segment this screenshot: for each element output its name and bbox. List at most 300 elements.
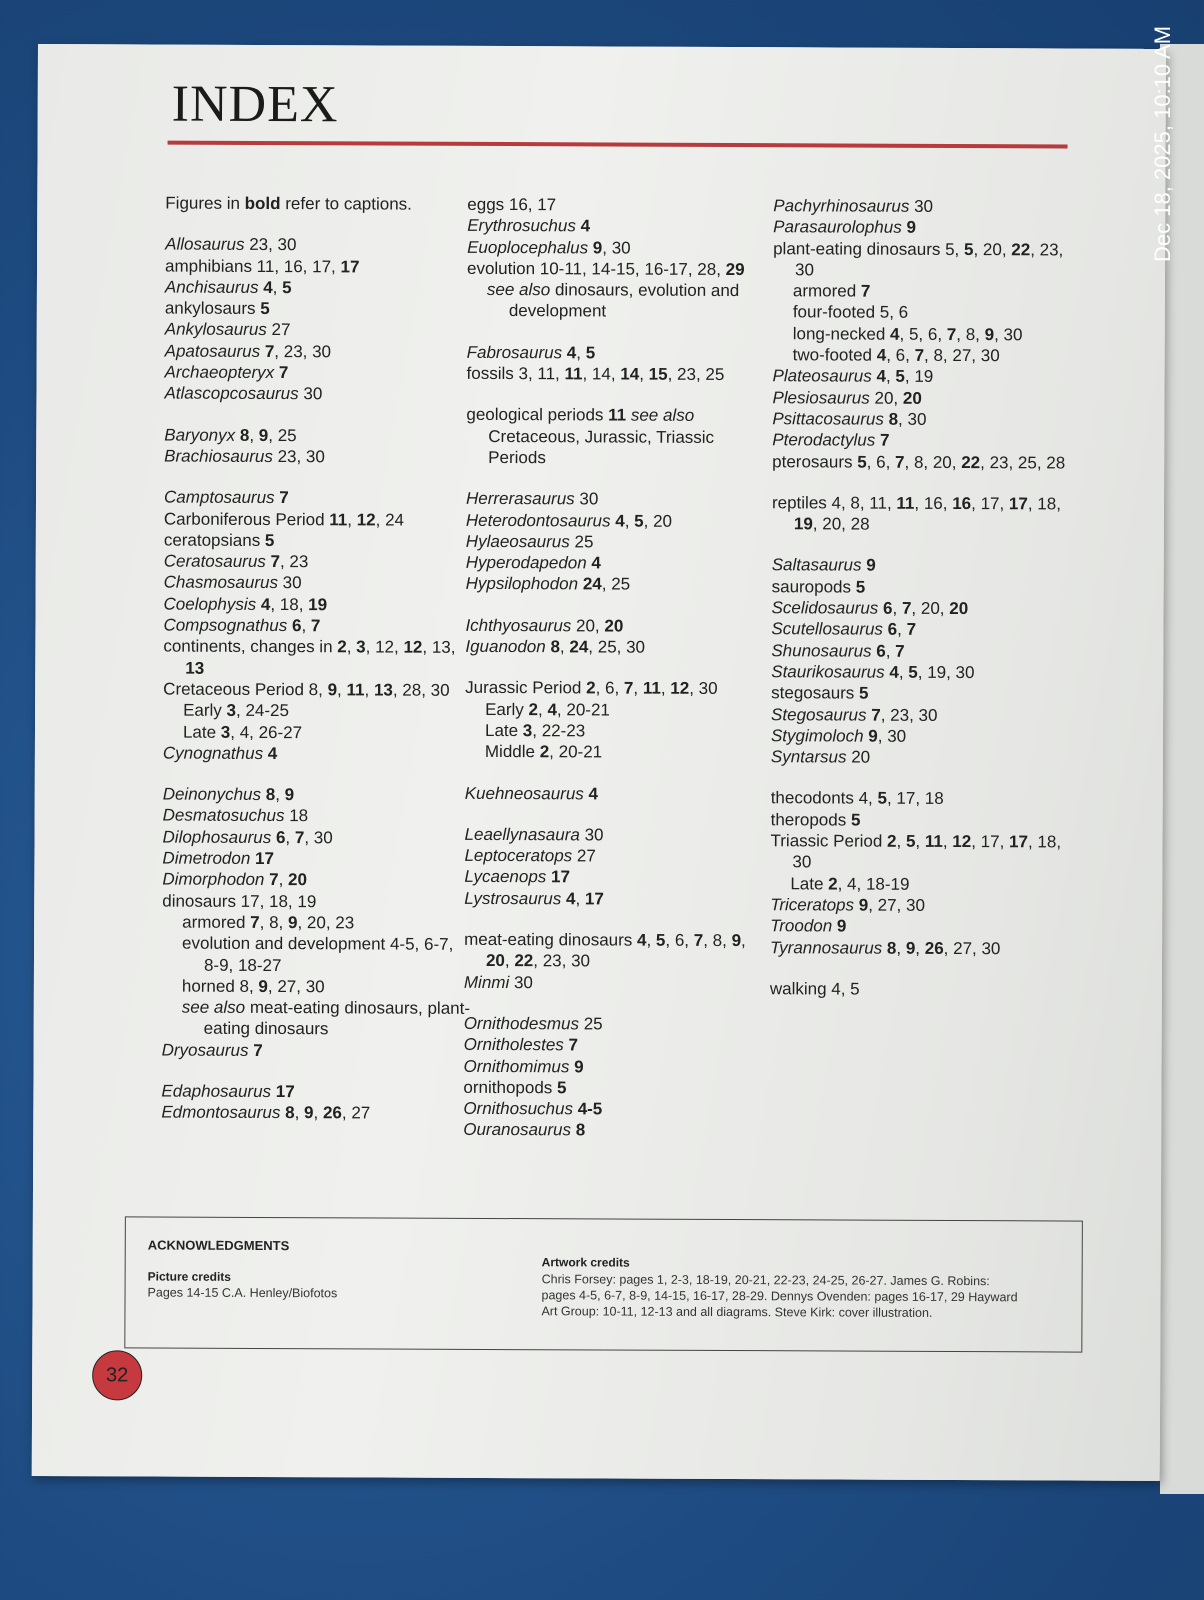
entry-text: , 16,	[914, 493, 953, 513]
page-ref-bold: 2	[539, 742, 550, 762]
index-entry	[771, 788, 1081, 811]
index-entry	[771, 661, 1081, 684]
page-ref-bold: 9	[287, 913, 298, 933]
entry-text: Late	[790, 873, 829, 894]
page-ref-bold: 11	[924, 831, 943, 851]
entry-text: reptiles 4, 8, 11,	[771, 493, 897, 513]
letter-group-gap	[465, 762, 775, 783]
page-ref-bold: 4	[890, 324, 900, 344]
index-subentry	[465, 741, 775, 764]
page-ref-bold: 5	[634, 511, 644, 531]
page-ref-bold: 8	[888, 409, 899, 429]
index-entry	[165, 255, 475, 278]
page-ref-bold: 7	[901, 598, 912, 618]
entry-text: 27	[266, 320, 291, 340]
entry-text: amphibians 11, 16, 17,	[164, 256, 341, 276]
page-ref-bold: 13	[185, 658, 205, 678]
index-entry	[163, 742, 473, 765]
page-ref-bold: 5	[857, 452, 867, 472]
entry-text: , 4, 18-19	[837, 874, 910, 894]
entry-text: , 8,	[703, 930, 732, 951]
index-entry	[165, 319, 475, 342]
page-ref-bold: 6	[876, 641, 886, 661]
entry-term-italic: Pterodactylus	[772, 430, 876, 450]
page-ref-bold: 9	[905, 938, 916, 958]
entry-text: , 6,	[886, 345, 915, 365]
page-ref-bold: 16	[952, 493, 972, 513]
bold-captions-note	[165, 193, 475, 216]
entry-term-italic: Dilophosaurus	[162, 827, 272, 847]
index-subentry	[773, 302, 1083, 325]
entry-text: 30	[909, 196, 934, 216]
index-entry	[770, 937, 1080, 960]
page-ref-bold: 7	[253, 1040, 263, 1060]
entry-text: eggs 16, 17	[467, 194, 557, 215]
entry-text: 23, 30	[272, 446, 325, 467]
index-entry	[162, 890, 472, 913]
entry-term-italic: Ornitholestes	[463, 1035, 564, 1055]
letter-group-gap	[772, 472, 1082, 493]
index-entry	[163, 615, 473, 638]
entry-text: , 20, 23	[297, 913, 355, 933]
entry-term-italic: Shunosaurus	[771, 640, 872, 661]
page-ref-bold: 11	[346, 680, 365, 700]
page-ref-bold: 9	[984, 324, 995, 344]
entry-text: ,	[660, 679, 671, 699]
index-entry	[467, 363, 777, 386]
page-ref-bold: 2	[887, 831, 897, 851]
entry-text: ,	[575, 889, 585, 909]
entry-text: 23, 30	[244, 235, 297, 255]
entry-term-italic: Leaellynasaura	[464, 824, 580, 845]
entry-text: evolution 10-11, 14-15, 16-17, 28,	[466, 258, 726, 279]
entry-term-italic: Scutellosaurus	[771, 619, 884, 640]
entry-text: , 14,	[582, 364, 621, 384]
page-ref-bold: 9	[868, 726, 878, 746]
entry-text: , 18, 30	[792, 832, 1062, 872]
entry-text: , 27, 30	[943, 938, 1001, 958]
page-ref-bold: 4	[591, 553, 601, 573]
entry-text: , 24	[375, 510, 405, 530]
entry-term-italic: Ornithosuchus	[463, 1098, 574, 1119]
entry-text: ceratopsians	[163, 530, 266, 550]
page-ref-bold: 4	[876, 345, 887, 365]
page-ref-bold: 12	[952, 832, 972, 852]
page-ref-bold: 9	[284, 785, 295, 805]
index-entry	[164, 529, 474, 552]
page-ref-bold: 17	[584, 889, 604, 909]
entry-text: geological periods	[466, 405, 609, 425]
page-ref-bold: 3	[220, 722, 231, 742]
entry-text: , 23, 30	[794, 239, 1064, 280]
page-ref-bold: 14	[620, 364, 640, 384]
page-ref-bold: 17	[1008, 494, 1028, 514]
entry-term-italic: Scelidosaurus	[771, 598, 879, 618]
page-ref-bold: 4	[580, 216, 591, 236]
index-entry	[165, 234, 475, 257]
page-ref-bold: 26	[322, 1103, 342, 1123]
entry-text: pterosaurs	[772, 451, 858, 472]
letter-group-gap	[772, 535, 1082, 556]
entry-text: 25	[578, 1014, 603, 1034]
entry-term-italic: Stygimoloch	[770, 726, 864, 746]
page-ref-bold: 24	[582, 574, 602, 594]
entry-term-italic: Psittacosaurus	[772, 409, 884, 429]
entry-term-italic: Herrerasaurus	[465, 489, 575, 509]
page-number-badge: 32	[92, 1350, 142, 1400]
entry-text: ,	[346, 637, 357, 657]
entry-term-italic: Cynognathus	[162, 743, 264, 763]
entry-text: meat-eating dinosaurs	[464, 929, 638, 950]
entry-term-italic: Edmontosaurus	[161, 1102, 281, 1123]
page-ref-bold: 17	[550, 867, 570, 887]
index-entry	[465, 824, 775, 847]
entry-text: , 25	[601, 574, 631, 595]
entry-term-italic: Desmatosuchus	[162, 805, 285, 826]
page-ref-bold: 19	[793, 514, 813, 534]
entry-text: , 5, 6,	[899, 324, 947, 344]
page-ref-bold: 9	[304, 1103, 314, 1123]
index-entry	[463, 1098, 773, 1121]
page-ref-bold: 17	[340, 256, 360, 276]
entry-term-italic: Camptosaurus	[163, 487, 275, 508]
index-page	[32, 44, 1166, 1481]
entry-text: ,	[915, 831, 925, 851]
entry-text: ,	[639, 364, 649, 384]
entry-term-italic: Ouranosaurus	[463, 1120, 572, 1140]
page-ref-bold: 20	[288, 870, 308, 890]
page-ref-bold: 5	[963, 239, 974, 259]
page-ref-bold: 17	[275, 1082, 295, 1102]
letter-group-gap	[466, 468, 776, 489]
entry-term-italic: Erythrosuchus	[467, 216, 576, 236]
entry-text: dinosaurs, evolution and development	[508, 280, 740, 321]
entry-text: Triassic Period	[770, 831, 888, 851]
page-ref-bold: 7	[879, 430, 890, 450]
page-ref-bold: 7	[278, 363, 289, 383]
entry-term-italic: Euoplocephalus	[467, 237, 589, 257]
index-subentry	[162, 997, 472, 1041]
entry-text: theropods	[770, 809, 852, 830]
entry-text: , 27, 30	[868, 895, 925, 915]
letter-group-gap	[466, 595, 776, 616]
page-ref-bold: 9	[731, 931, 742, 951]
entry-text: long-necked	[792, 324, 891, 344]
entry-text: Late	[182, 722, 221, 742]
index-entry	[771, 704, 1081, 727]
entry-text: ,	[633, 678, 643, 698]
index-entry	[464, 1034, 774, 1057]
index-entry	[773, 195, 1083, 218]
page-ref-bold: 4-5	[577, 1099, 603, 1119]
entry-term-italic: Allosaurus	[165, 234, 245, 255]
entry-text: refer to captions.	[280, 194, 412, 214]
index-entry	[773, 238, 1083, 282]
index-entry	[466, 404, 776, 469]
entry-text: ,	[646, 930, 656, 950]
page-ref-bold: 11	[608, 405, 627, 425]
entry-text: ,	[885, 641, 896, 661]
entry-text: ,	[337, 680, 347, 700]
index-entry	[466, 531, 776, 554]
entry-term-italic: Ceratosaurus	[163, 551, 266, 572]
index-entry	[772, 492, 1082, 536]
entry-term-italic: Anchisaurus	[164, 277, 259, 297]
entry-term-italic: Iguanodon	[465, 636, 546, 657]
entry-term-italic: Plesiosaurus	[772, 387, 870, 408]
page-ref-bold: 4	[566, 343, 577, 363]
index-entry	[165, 340, 475, 363]
page-ref-bold: 7	[250, 912, 260, 932]
page-ref-bold: 6	[275, 827, 286, 847]
index-entry	[770, 915, 1080, 938]
page-ref-bold: 4	[547, 699, 558, 719]
index-entry	[771, 640, 1081, 663]
entry-text: ,	[347, 509, 357, 529]
entry-text: 25	[569, 532, 594, 552]
index-entry	[467, 194, 777, 217]
entry-text: , 8, 27, 30	[924, 345, 1000, 366]
index-entry	[163, 784, 473, 807]
entry-text: , 17,	[971, 832, 1010, 852]
page-ref-bold: 9	[592, 238, 603, 258]
page-ref-bold: 19	[308, 594, 328, 615]
page-ref-bold: 22	[1011, 239, 1031, 259]
entry-term-italic: Pachyrhinosaurus	[773, 196, 910, 216]
index-entry	[770, 978, 1080, 1001]
page-ref-bold: 6	[291, 616, 302, 636]
page-ref-bold: 7	[895, 452, 905, 472]
entry-text: two-footed	[792, 345, 877, 365]
entry-term-italic: Stegosaurus	[771, 704, 867, 725]
index-entry	[165, 362, 475, 385]
entry-text: , 24-25	[235, 701, 290, 721]
entry-term-italic: see also	[181, 997, 246, 1018]
page-ref-bold: 11	[896, 493, 915, 513]
page-ref-bold: 5	[850, 810, 861, 830]
entry-term-italic: Troodon	[770, 916, 833, 936]
letter-group-gap	[465, 804, 775, 825]
entry-term-italic: Dimorphodon	[162, 869, 265, 890]
entry-term-italic: Saltasaurus	[771, 555, 862, 576]
page-ref-bold: 20	[485, 951, 505, 971]
entry-text: horned 8,	[181, 976, 259, 996]
entry-text: ,	[892, 598, 903, 618]
entry-term-italic: Brachiosaurus	[164, 446, 273, 466]
entry-text: 27	[572, 846, 596, 866]
index-entry	[164, 593, 474, 616]
index-subentry	[162, 975, 472, 998]
letter-group-gap	[467, 322, 777, 343]
page-ref-bold: 24	[569, 637, 589, 657]
index-entry	[162, 848, 472, 871]
entry-term-italic: Dryosaurus	[161, 1040, 249, 1060]
entry-text: , 8, 20,	[904, 452, 962, 472]
page-ref-bold: bold	[244, 193, 281, 214]
page-ref-bold: 7	[946, 324, 957, 344]
index-entry	[464, 929, 774, 973]
entry-term-italic: Coelophysis	[163, 594, 257, 614]
entry-term-italic: see also	[486, 280, 551, 300]
entry-term-italic: Ichthyosaurus	[465, 615, 572, 636]
entry-term-italic: Staurikosaurus	[771, 662, 885, 682]
entry-text: dinosaurs 17, 18, 19	[162, 891, 317, 911]
index-entry	[771, 619, 1081, 642]
entry-term-italic: Compsognathus	[163, 615, 288, 636]
index-entry	[463, 1119, 773, 1142]
entry-text: Early	[183, 700, 227, 721]
entry-text: ,	[537, 699, 548, 719]
entry-term-italic: Ornithodesmus	[463, 1013, 580, 1034]
entry-term-italic: Atlascopcosaurus	[164, 383, 299, 404]
entry-text: , 8,	[259, 912, 289, 933]
photo-timestamp: Dec 18, 2025, 10:10 AM	[1150, 25, 1175, 262]
index-entry	[464, 1013, 774, 1036]
entry-text: ankylosaurs	[164, 298, 261, 319]
index-entry	[164, 572, 474, 595]
index-entry	[162, 1039, 472, 1062]
page-ref-bold: 7	[906, 620, 917, 640]
index-entry	[164, 424, 474, 447]
entry-text: , 13,	[422, 638, 456, 658]
page-ref-bold: 7	[895, 641, 905, 661]
index-entry	[773, 366, 1083, 389]
page-ref-bold: 5	[585, 343, 596, 363]
index-entry	[772, 429, 1082, 452]
index-entry	[161, 1102, 471, 1125]
entry-text: , 18,	[270, 594, 309, 614]
entry-text: ,	[896, 938, 906, 958]
entry-text: 30	[579, 825, 604, 845]
page-ref-bold: 4	[260, 594, 271, 614]
entry-text: , 23, 30	[274, 341, 332, 362]
entry-text: Carboniferous Period	[163, 509, 330, 529]
entry-text: ,	[942, 831, 953, 852]
index-subentry	[467, 279, 777, 323]
entry-text: ,	[285, 827, 295, 847]
entry-term-italic: Hyperodapedon	[465, 553, 587, 573]
entry-text: 18	[284, 806, 309, 826]
index-entry	[465, 782, 775, 805]
index-column-2	[463, 194, 777, 1142]
index-subentry	[773, 344, 1083, 367]
entry-term-italic: Lystrosaurus	[464, 888, 562, 909]
page-ref-bold: 4	[263, 277, 273, 297]
entry-text: , 23, 30	[533, 951, 591, 971]
page-ref-bold: 5	[908, 662, 918, 682]
entry-text: ,	[272, 277, 283, 297]
entry-term-italic: Ankylosaurus	[164, 320, 267, 340]
letter-group-gap	[465, 657, 775, 678]
entry-text: 30	[277, 573, 302, 593]
page-ref-bold: 2	[337, 637, 347, 657]
page-ref-bold: 7	[269, 870, 279, 890]
entry-text: ,	[275, 785, 285, 805]
entry-text: , 20,	[911, 598, 950, 619]
page-ref-bold: 17	[1009, 832, 1029, 852]
index-entry	[466, 488, 776, 511]
page-ref-bold: 20	[604, 616, 624, 636]
entry-term-italic: Kuehneosaurus	[464, 783, 584, 803]
page-ref-bold: 8	[550, 637, 560, 657]
page-ref-bold: 11	[642, 678, 661, 699]
picture-credits-heading: Picture credits	[147, 1269, 232, 1284]
page-ref-bold: 5	[260, 299, 270, 319]
page-ref-bold: 9	[858, 895, 869, 915]
entry-term-italic: Plateosaurus	[772, 366, 872, 387]
entry-text: , 20-21	[556, 699, 610, 720]
page-ref-bold: 7	[568, 1035, 579, 1055]
artwork-credits-heading: Artwork credits	[541, 1255, 630, 1270]
page-ref-bold: 22	[514, 951, 534, 971]
index-entry	[467, 236, 777, 259]
page-ref-bold: 9	[836, 916, 847, 936]
index-column-3	[770, 195, 1084, 1000]
index-entry	[164, 383, 474, 406]
entry-text: , 30	[898, 409, 927, 429]
entry-text: ,	[898, 662, 909, 682]
page-ref-bold: 8	[265, 785, 276, 805]
index-entry	[164, 446, 474, 469]
page-ref-bold: 5	[855, 577, 866, 597]
page-ref-bold: 20	[902, 388, 922, 408]
entry-text: , 25, 30	[588, 637, 646, 657]
page-ref-bold: 2	[586, 678, 596, 698]
entry-text: ,	[364, 680, 375, 700]
entry-text: ,	[559, 637, 570, 657]
entry-text: stegosaurs	[771, 683, 860, 703]
entry-text: 30	[298, 384, 323, 404]
letter-group-gap	[165, 214, 475, 235]
page-ref-bold: 26	[924, 938, 944, 958]
entry-text: 20,	[571, 616, 605, 636]
letter-group-gap	[466, 384, 776, 405]
entry-term-italic: Parasaurolophus	[773, 217, 902, 238]
index-entry	[773, 217, 1083, 240]
entry-text: 20,	[869, 388, 903, 408]
page-ref-bold: 6	[887, 620, 898, 640]
entry-term-italic: Apatosaurus	[164, 341, 261, 361]
entry-text: plant-eating dinosaurs 5,	[773, 238, 965, 259]
entry-text: , 23, 30	[880, 705, 938, 725]
entry-term-italic: Archaeopteryx	[164, 362, 275, 383]
page-ref-bold: 5	[264, 530, 275, 550]
entry-text: , 30	[994, 324, 1023, 345]
page-ref-bold: 12	[670, 679, 690, 699]
page-ref-bold: 9	[574, 1056, 584, 1076]
index-entry	[165, 298, 475, 321]
entry-text: ,	[301, 616, 311, 636]
entry-text: , 27	[341, 1103, 371, 1123]
page-ref-bold: 7	[264, 341, 275, 361]
page-title: INDEX	[171, 75, 339, 134]
page-ref-bold: 4	[636, 930, 647, 950]
entry-text: , 17, 18	[886, 789, 944, 809]
index-entry	[463, 1077, 773, 1100]
index-column-1	[161, 193, 475, 1125]
entry-text: ,	[897, 620, 907, 640]
entry-text: thecodonts 4,	[770, 788, 878, 809]
index-entry	[465, 636, 775, 659]
page-ref-bold: 7	[693, 930, 704, 950]
artwork-credits-text: Chris Forsey: pages 1, 2-3, 18-19, 20-21, 22-23, 24-25, 26-27. James G. Robins: pages 4-5, 6-7, 8-9, 14-15, 16-17, 28-29. Dennys Ovenden: pages 16-17, 29 Hayward Art Group: 10-11, 12-13 and all diagrams. Steve Kirk: cover illustration.	[541, 1272, 1018, 1320]
entry-term-italic: Heterodontosaurus	[465, 510, 611, 531]
entry-term-italic: Triceratops	[770, 895, 855, 915]
letter-group-gap	[163, 764, 473, 785]
entry-text: Cretaceous Period 8,	[163, 679, 328, 700]
index-subentry	[465, 720, 775, 743]
index-subentry	[465, 699, 775, 722]
